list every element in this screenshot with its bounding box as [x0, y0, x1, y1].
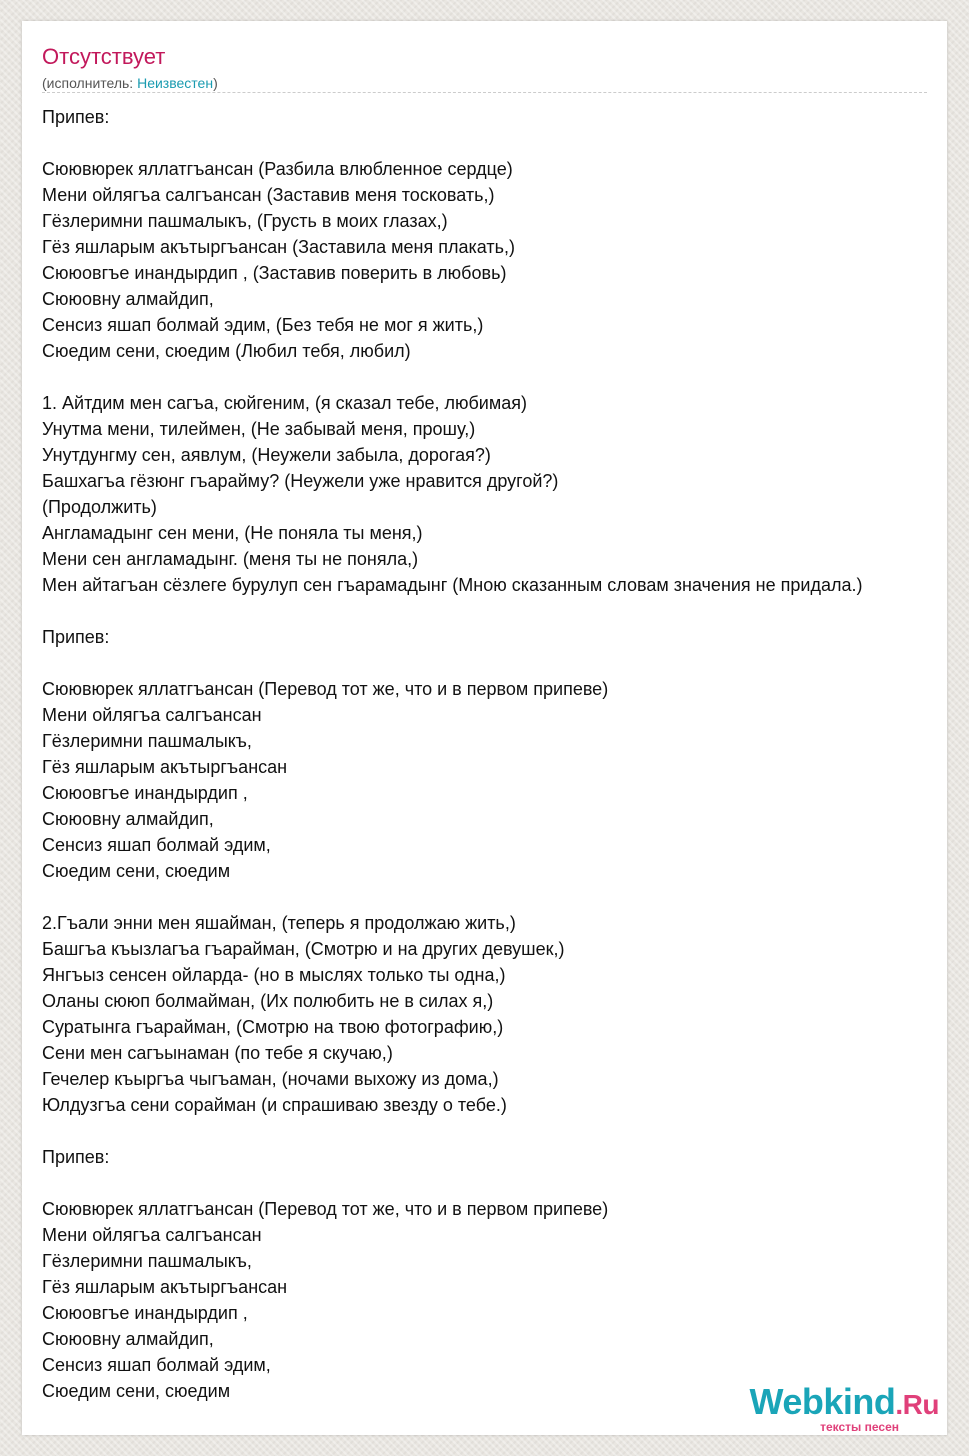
lyric-line: Унутдунгму сен, аявлум, (Неужели забыла, дорогая?) — [42, 445, 491, 465]
lyric-line: 1. Айтдим мен сагъа, сюйгеним, (я сказал тебе, любимая) — [42, 393, 527, 413]
lyric-line: Мени ойлягъа салгъансан (Заставив меня тосковать,) — [42, 185, 495, 205]
lyric-line — [42, 1118, 969, 1144]
lyric-line: Гёз яшларым акътыргъансан (Заставила меня плакать,) — [42, 237, 515, 257]
artist-suffix: ) — [213, 75, 218, 91]
lyric-line: (Продолжить) — [42, 497, 157, 517]
lyric-line: Сюедим сени, сюедим (Любил тебя, любил) — [42, 341, 411, 361]
lyric-line: Гёзлеримни пашмалыкъ, — [42, 1251, 252, 1271]
lyric-line: Сююовгъе инандырдип , — [42, 783, 248, 803]
lyric-line: Гечелер къыргъа чыгъаман, (ночами выхожу из дома,) — [42, 1069, 499, 1089]
lyric-line: Оланы сююп болмайман, (Их полюбить не в силах я,) — [42, 991, 494, 1011]
lyric-line: Сени мен сагъынаман (по тебе я скучаю,) — [42, 1043, 393, 1063]
lyric-line: Башхагъа гёзюнг гъарайму? (Неужели уже нравится другой?) — [42, 471, 559, 491]
lyric-line — [42, 364, 969, 390]
artist-line — [42, 74, 927, 92]
lyric-line: Сенсиз яшап болмай эдим, — [42, 1355, 271, 1375]
lyric-line: Сююовну алмайдип, — [42, 289, 214, 309]
artist-link[interactable]: Неизвестен — [137, 75, 214, 91]
lyric-line: Англамадынг сен мени, (Не поняла ты меня,) — [42, 523, 423, 543]
logo-main-text: Webkind — [749, 1381, 896, 1422]
logo-tld: .Ru — [895, 1389, 939, 1420]
lyric-line: Сююовгъе инандырдип , — [42, 1303, 248, 1323]
lyric-line: Сююовгъе инандырдип , (Заставив поверить в любовь) — [42, 263, 507, 283]
lyric-line: Гёзлеримни пашмалыкъ, — [42, 731, 252, 751]
song-title: Отсутствует — [42, 44, 166, 69]
logo-wordmark — [749, 1381, 939, 1423]
lyric-line: Сюювюрек яллатгъансан (Перевод тот же, что и в первом припеве) — [42, 679, 609, 699]
lyric-line: Башгъа къызлагъа гъарайман, (Смотрю и на других девушек,) — [42, 939, 565, 959]
lyric-line: Гёз яшларым акътыргъансан — [42, 1277, 288, 1297]
lyric-line: Припев: — [42, 627, 110, 647]
lyrics-card — [22, 21, 947, 1435]
lyric-line — [42, 598, 969, 624]
lyric-line: Сююовну алмайдип, — [42, 1329, 214, 1349]
artist-prefix: (исполнитель: — [42, 75, 138, 91]
lyric-line: Сююовну алмайдип, — [42, 809, 214, 829]
lyric-line: Сенсиз яшап болмай эдим, (Без тебя не мог я жить,) — [42, 315, 484, 335]
lyric-line: Мен айтагъан сёзлеге бурулуп сен гъарамадынг (Мною сказанным словам значения не придала.) — [42, 575, 863, 595]
header-divider — [42, 92, 927, 93]
lyric-line: Сюедим сени, сюедим — [42, 861, 231, 881]
lyric-line: Гёз яшларым акътыргъансан — [42, 757, 288, 777]
lyric-line — [42, 130, 969, 156]
lyric-line: 2.Гъали энни мен яшайман, (теперь я продолжаю жить,) — [42, 913, 516, 933]
site-logo[interactable] — [749, 1381, 939, 1434]
lyric-line: Сюедим сени, сюедим — [42, 1381, 231, 1401]
song-header — [42, 43, 927, 92]
lyric-line: Припев: — [42, 107, 110, 127]
lyric-line — [42, 884, 969, 910]
lyric-line: Мени ойлягъа салгъансан — [42, 1225, 262, 1245]
logo-subtitle: тексты песен — [820, 1420, 899, 1434]
lyric-line: Унутма мени, тилеймен, (Не забывай меня, прошу,) — [42, 419, 476, 439]
lyric-line: Янгъыз сенсен ойларда- (но в мыслях только ты одна,) — [42, 965, 506, 985]
lyric-line: Мени сен англамадынг. (меня ты не поняла,) — [42, 549, 419, 569]
lyric-line: Сюювюрек яллатгъансан (Разбила влюбленное сердце) — [42, 159, 513, 179]
lyric-line: Суратынга гъарайман, (Смотрю на твою фотографию,) — [42, 1017, 504, 1037]
lyric-line: Гёзлеримни пашмалыкъ, (Грусть в моих глазах,) — [42, 211, 448, 231]
lyric-line: Сенсиз яшап болмай эдим, — [42, 835, 271, 855]
lyric-line: Юлдузгъа сени сорайман (и спрашиваю звезду о тебе.) — [42, 1095, 507, 1115]
lyric-line: Мени ойлягъа салгъансан — [42, 705, 262, 725]
lyric-line: Припев: — [42, 1147, 110, 1167]
lyric-line — [42, 1170, 969, 1196]
lyric-line — [42, 650, 969, 676]
lyric-line: Сюювюрек яллатгъансан (Перевод тот же, что и в первом припеве) — [42, 1199, 609, 1219]
lyrics-text — [42, 104, 969, 1404]
